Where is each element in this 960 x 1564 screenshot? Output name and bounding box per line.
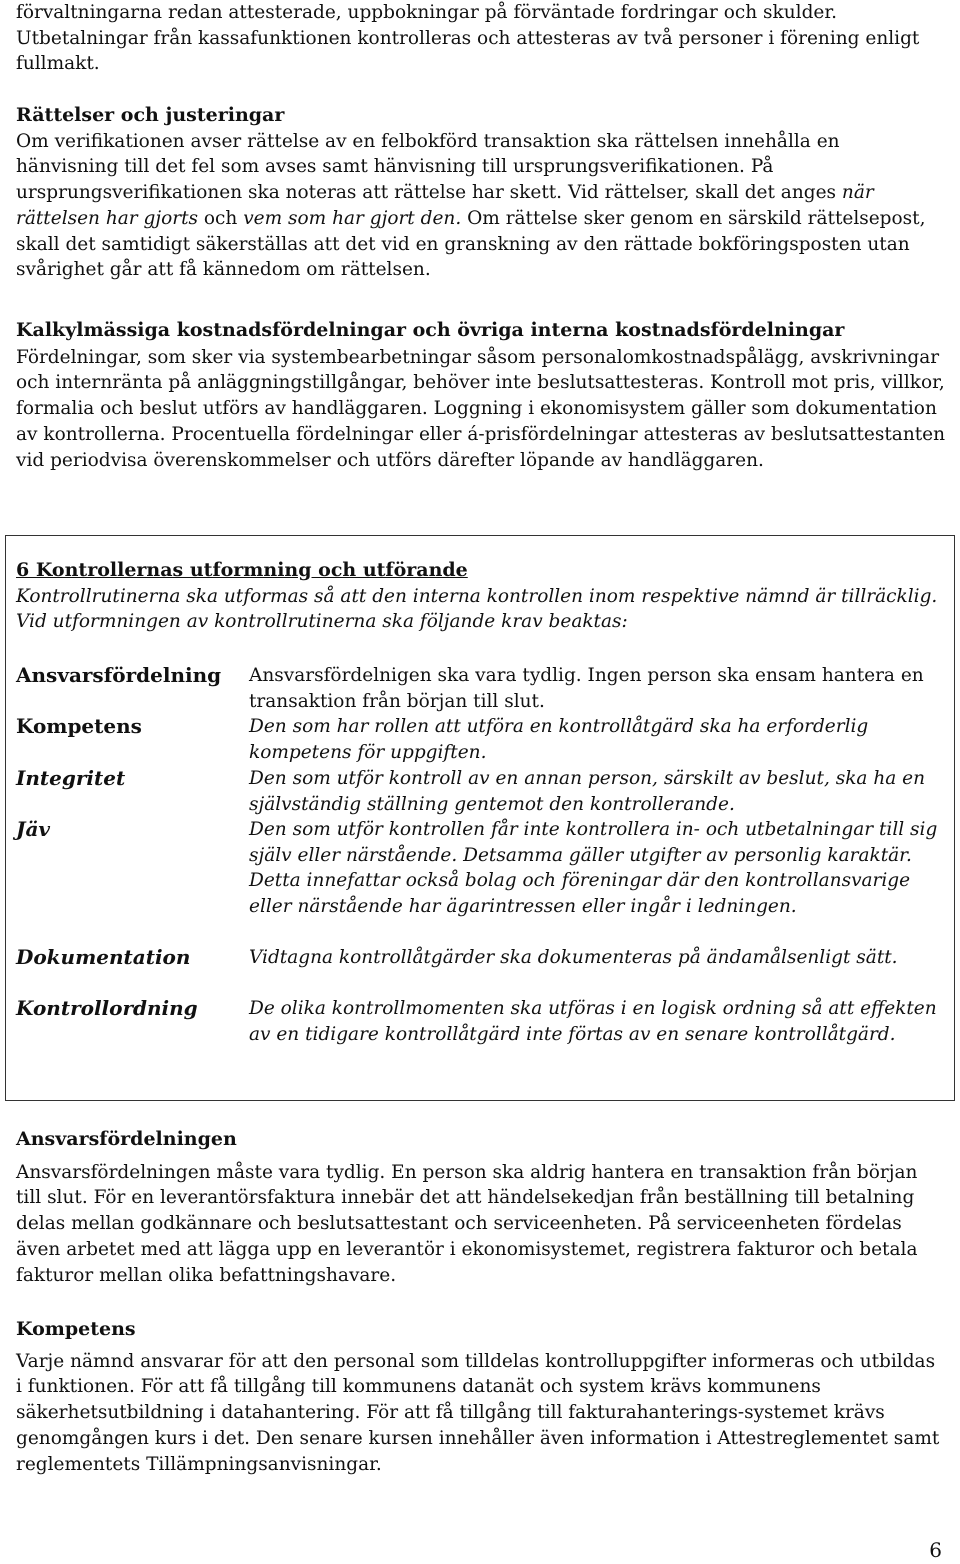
rattelser-italic-2: vem som har gjort den. <box>243 207 462 229</box>
intro-paragraph: förvaltningarna redan attesterade, uppbokningar på förväntade fordringar och skulder. Utbetalningar från kassafunktionen kontrolleras och attesteras av två personer i förening enligt fullmakt. <box>16 2 920 75</box>
heading-kompetens: Kompetens <box>16 1318 136 1340</box>
requirement-term: Integritet <box>16 766 126 790</box>
heading-ansvar: Ansvarsfördelningen <box>16 1128 237 1150</box>
section-kalkyl <box>16 318 946 473</box>
requirement-desc: Den som utför kontrollen får inte kontrollera in- och utbetalningar till sig själv eller närstående. Detsamma gäller utgifter av personlig karaktär. Detta innefattar också bolag och föreningar där den kontrollansvarige eller närstående har ägarintressen eller ingår i ledningen. <box>249 819 938 918</box>
requirements-box <box>5 535 955 1101</box>
paragraph-rattelser <box>16 129 946 283</box>
requirement-term: Jäv <box>16 817 51 841</box>
requirement-term: Kompetens <box>16 714 142 738</box>
requirement-desc: Ansvarsfördelnigen ska vara tydlig. Ingen person ska ensam hantera en transaktion från början till slut. <box>249 665 924 712</box>
section-ansvar <box>16 1127 946 1288</box>
requirement-term: Dokumentation <box>16 945 191 969</box>
box-intro <box>16 558 946 635</box>
requirement-dokumentation <box>16 945 946 971</box>
requirement-desc: Vidtagna kontrollåtgärder ska dokumenteras på ändamålsenligt sätt. <box>249 947 898 968</box>
requirement-desc: De olika kontrollmomenten ska utföras i en logisk ordning så att effekten av en tidigare kontrollåtgärd inte förtas av en senare kontrollåtgärd. <box>249 998 937 1045</box>
requirement-jav <box>16 817 946 920</box>
requirement-kontrollordning <box>16 996 946 1047</box>
paragraph-ansvar: Ansvarsfördelningen måste vara tydlig. En person ska aldrig hantera en transaktion från början till slut. För en leverantörsfaktura innebär det att händelsekedjan från beställning till betalning delas mellan godkännare och beslutsattestant och serviceenheten. På serviceenheten fördelas även arbetet med att lägga upp en leverantör i ekonomisystemet, registrera fakturor och betala fakturor mellan olika befattningshavare. <box>16 1161 918 1286</box>
section-rattelser <box>16 103 946 283</box>
heading-rattelser: Rättelser och justeringar <box>16 104 285 126</box>
requirement-kompetens <box>16 714 946 765</box>
rattelser-italic-1: när rättelsen har gjorts <box>16 182 874 229</box>
requirement-desc: Den som utför kontroll av en annan person, särskilt av beslut, ska ha en självständig ställning gentemot den kontrollerande. <box>249 768 926 815</box>
rattelser-text-2: och <box>198 207 244 229</box>
section-kompetens <box>16 1317 946 1477</box>
requirement-term: Ansvarsfördelning <box>16 663 222 687</box>
page-number: 6 <box>929 1538 942 1562</box>
heading-kalkyl: Kalkylmässiga kostnadsfördelningar och övriga interna kostnadsfördelningar <box>16 319 845 341</box>
box-title: 6 Kontrollernas utformning och utförande <box>16 559 468 581</box>
requirement-term: Kontrollordning <box>16 996 198 1020</box>
rattelser-text-3: Om rättelse sker genom en särskild rättelsepost, skall det samtidigt säkerställas att det vid en granskning av den rättade bokföringsposten utan svårighet går att få kännedom om rättelsen. <box>16 207 926 281</box>
rattelser-text-1: Om verifikationen avser rättelse av en felbokförd transaktion ska rättelsen innehålla en hänvisning till det fel som avses samt hänvisning till ursprungsverifikationen. På ursprungsverifikationen ska noteras att rättelse har skett. Vid rättelser, skall det anges <box>16 130 842 204</box>
requirement-ansvarsfordelning <box>16 663 946 714</box>
requirement-desc: Den som har rollen att utföra en kontrollåtgärd ska ha erforderlig kompetens för uppgiften. <box>249 716 869 763</box>
requirement-integritet <box>16 766 946 817</box>
box-intro-text: Kontrollrutinerna ska utformas så att den interna kontrollen inom respektive nämnd är tillräcklig. Vid utformningen av kontrollrutinerna ska följande krav beaktas: <box>16 585 938 633</box>
paragraph-kalkyl: Fördelningar, som sker via systembearbetningar såsom personalomkostnadspålägg, avskrivningar och internränta på anläggningstillgångar, behöver inte beslutsattesteras. Kontroll mot pris, villkor, formalia och beslut utförs av handläggaren. Loggning i ekonomisystem gäller som dokumentation av kontrollerna. Procentuella fördelningar eller á-prisfördelningar attesteras av beslutsattestanten vid periodvisa överenskommelser och utförs därefter löpande av handläggaren. <box>16 346 946 471</box>
paragraph-kompetens: Varje nämnd ansvarar för att den personal som tilldelas kontrolluppgifter informeras och utbildas i funktionen. För att få tillgång till kommunens datanät och system krävs kommunens säkerhetsutbildning i datahantering. För att få tillgång till fakturahanterings-systemet krävs genomgången kurs i det. Den senare kursen innehåller även information i Attestreglementet samt reglementets Tillämpningsanvisningar. <box>16 1350 940 1475</box>
